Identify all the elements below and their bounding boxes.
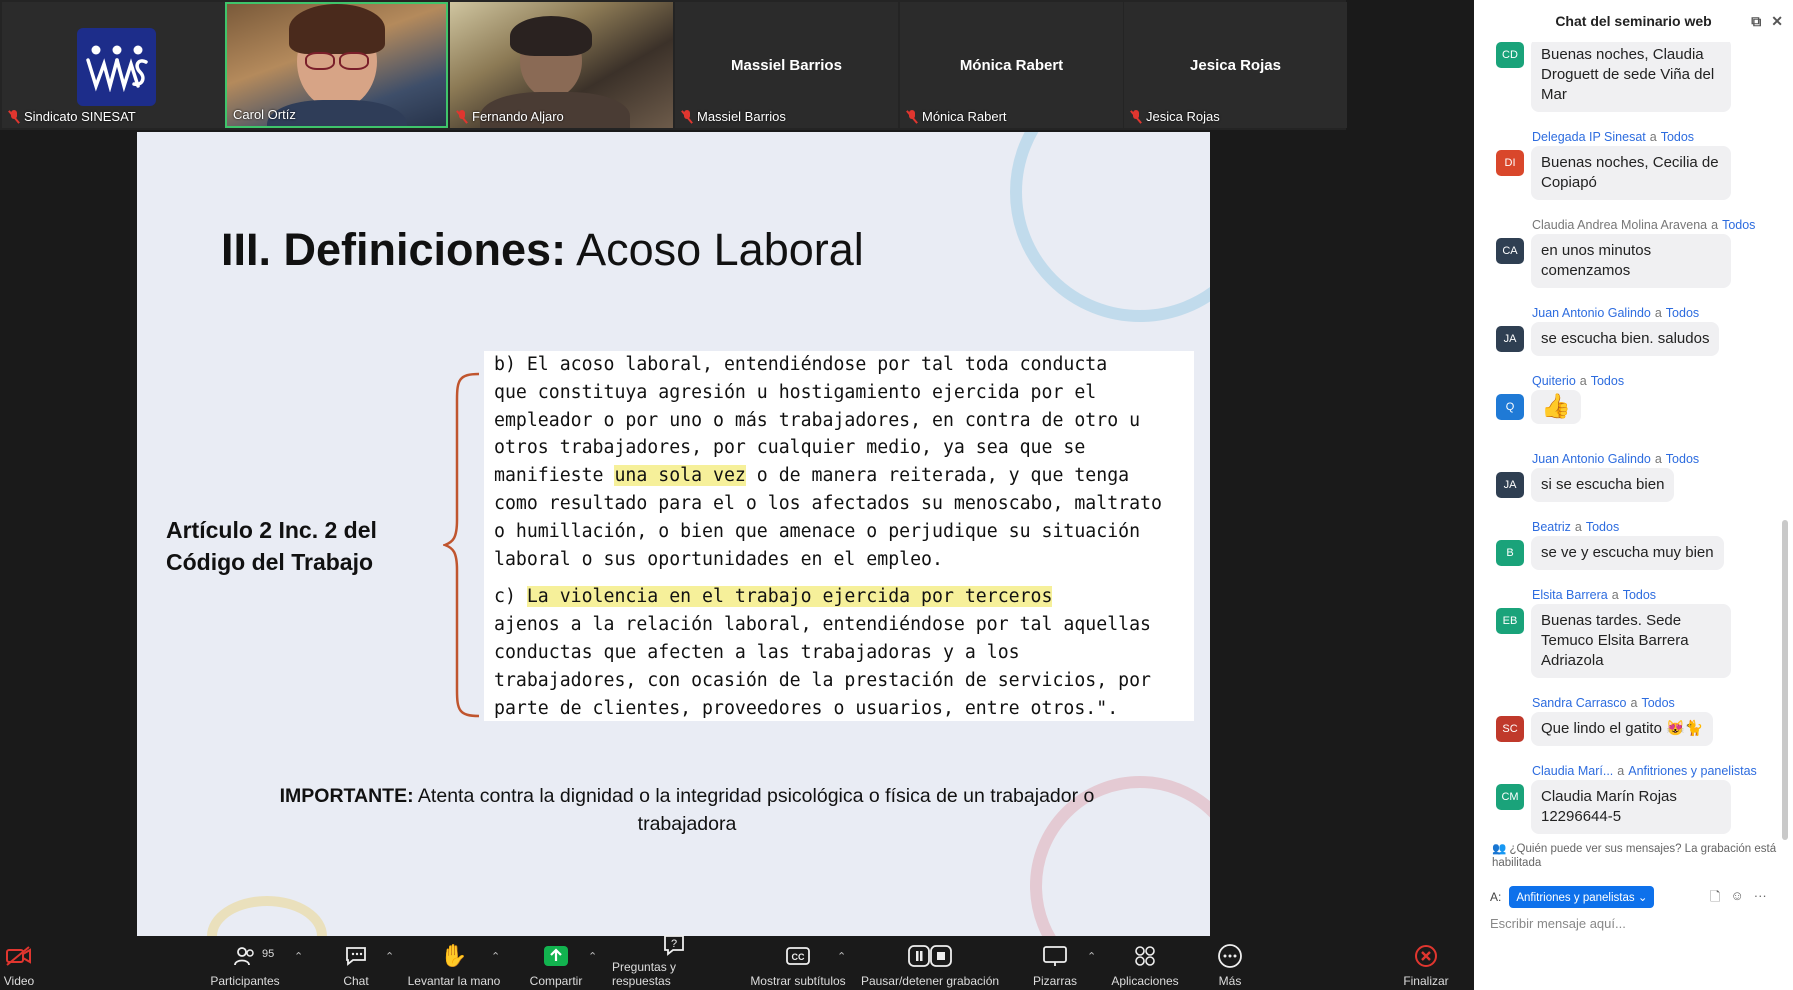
captions-button[interactable] bbox=[748, 936, 848, 990]
participants-icon bbox=[233, 942, 257, 970]
important-note bbox=[237, 782, 1137, 838]
popout-icon[interactable]: ⧉ bbox=[1751, 13, 1762, 29]
participants-count: 95 bbox=[262, 948, 275, 960]
recipient-name[interactable]: Todos bbox=[1660, 130, 1695, 144]
slide-title-rest: Acoso Laboral bbox=[566, 224, 864, 275]
text-segment: c) bbox=[494, 586, 527, 608]
raise-hand-label: Levantar la mano bbox=[407, 974, 501, 988]
message-header bbox=[1532, 452, 1699, 466]
message-bubble: se ve y escucha muy bien bbox=[1531, 536, 1724, 570]
tile-label bbox=[906, 109, 1007, 124]
apps-button[interactable] bbox=[1108, 936, 1182, 990]
to-word: a bbox=[1617, 764, 1625, 778]
pause-stop-icon bbox=[908, 942, 952, 970]
more-options-icon[interactable]: ··· bbox=[1753, 888, 1767, 903]
sender-name[interactable]: Sandra Carrasco bbox=[1532, 696, 1627, 710]
chat-label: Chat bbox=[343, 974, 369, 988]
tile-name: Sindicato SINESAT bbox=[24, 109, 136, 124]
slide-decoration bbox=[207, 896, 327, 936]
svg-text:CC: CC bbox=[791, 952, 805, 962]
tile-label bbox=[233, 107, 296, 122]
law-text-line: empleador o por uno o más trabajadores, en contra de otro u bbox=[494, 409, 1141, 431]
apps-label: Aplicaciones bbox=[1111, 974, 1179, 988]
participant-hair bbox=[289, 4, 385, 54]
tile-massiel-barrios[interactable] bbox=[675, 2, 898, 128]
law-text-line: parte de clientes, proveedores o usuarios, entre otros.". bbox=[494, 697, 1119, 719]
law-text-line: que constituya agresión u hostigamiento ejercida por el bbox=[494, 381, 1097, 403]
tile-carol-ortiz[interactable] bbox=[225, 2, 448, 128]
sender-avatar: JA bbox=[1496, 472, 1524, 498]
video-label: Video bbox=[3, 974, 35, 988]
sender-avatar: DI bbox=[1496, 150, 1524, 176]
qa-label: Preguntas y respuestas bbox=[612, 960, 677, 988]
tile-display-name: Jesica Rojas bbox=[1190, 56, 1281, 74]
shared-slide bbox=[137, 132, 1210, 936]
whiteboards-label: Pizarras bbox=[1032, 974, 1077, 988]
participants-button[interactable] bbox=[205, 936, 285, 990]
law-text-line: trabajadores, con ocasión de la prestación de servicios, por bbox=[494, 669, 1151, 691]
cc-icon bbox=[785, 942, 811, 970]
message-header bbox=[1532, 696, 1675, 710]
message-header bbox=[1532, 374, 1624, 388]
chat-visibility-notice[interactable] bbox=[1492, 842, 1782, 870]
recipient-row bbox=[1490, 886, 1654, 908]
sender-avatar: CM bbox=[1496, 784, 1524, 810]
mic-muted-icon bbox=[456, 110, 468, 124]
chat-header-actions bbox=[1751, 13, 1783, 30]
to-word: a bbox=[1649, 130, 1657, 144]
recipient-name[interactable]: Todos bbox=[1641, 696, 1675, 710]
law-text-line: o humillación, o bien que amenace o perjudique su situación bbox=[494, 520, 1141, 542]
recipient-name[interactable]: Todos bbox=[1585, 520, 1620, 534]
video-off-icon bbox=[5, 942, 33, 970]
to-word: a bbox=[1574, 520, 1582, 534]
to-word: a bbox=[1611, 588, 1619, 602]
chat-title: Chat del seminario web bbox=[1555, 13, 1712, 29]
message-header bbox=[1532, 130, 1694, 144]
law-text-box bbox=[484, 351, 1194, 721]
recipient-name[interactable]: Todos bbox=[1665, 452, 1700, 466]
end-button[interactable] bbox=[1400, 936, 1452, 990]
highlighted-text: La violencia en el trabajo ejercida por terceros bbox=[526, 586, 1053, 608]
whiteboard-icon bbox=[1042, 942, 1068, 970]
message-bubble: 👍 bbox=[1531, 390, 1581, 424]
recipient-value: Anfitriones y panelistas bbox=[1516, 892, 1635, 904]
message-header bbox=[1532, 520, 1619, 534]
tile-jesica-rojas[interactable] bbox=[1124, 2, 1347, 128]
law-text-line: otros trabajadores, por cualquier medio, ya sea que se bbox=[494, 437, 1086, 459]
sender-name[interactable]: Claudia Marí... bbox=[1532, 764, 1614, 778]
important-text: trabajadora bbox=[637, 813, 737, 835]
sender-name[interactable]: Juan Antonio Galindo bbox=[1532, 452, 1651, 466]
sender-avatar: CD bbox=[1496, 42, 1524, 68]
law-text-line bbox=[494, 462, 1184, 490]
tile-name: Massiel Barrios bbox=[697, 109, 786, 124]
qa-icon bbox=[662, 934, 686, 956]
to-word: a bbox=[1654, 452, 1662, 466]
tile-fernando-aljaro[interactable] bbox=[450, 2, 673, 128]
message-bubble: si se escucha bien bbox=[1531, 468, 1674, 502]
raise-hand-button[interactable] bbox=[406, 936, 502, 990]
article-line: Artículo 2 Inc. 2 del bbox=[166, 517, 377, 543]
to-label: A: bbox=[1490, 890, 1502, 904]
message-bubble: en unos minutos comenzamos bbox=[1531, 234, 1731, 288]
to-word: a bbox=[1579, 374, 1587, 388]
tile-name: Mónica Rabert bbox=[922, 109, 1007, 124]
highlighted-text: una sola vez bbox=[614, 465, 746, 487]
law-text-line: b) El acoso laboral, entendiéndose por tal toda conducta bbox=[494, 354, 1108, 375]
chat-button[interactable] bbox=[330, 936, 382, 990]
notice-text: ¿Quién puede ver sus mensajes? La grabación está habilitada bbox=[1492, 843, 1777, 869]
captions-caret-icon[interactable]: ⌃ bbox=[837, 951, 847, 963]
share-icon bbox=[543, 942, 569, 970]
recipient-dropdown[interactable] bbox=[1509, 886, 1654, 908]
chat-scrollbar[interactable] bbox=[1782, 520, 1788, 840]
sinesat-logo bbox=[77, 28, 156, 106]
mic-muted-icon bbox=[8, 110, 20, 124]
mic-muted-icon bbox=[1130, 110, 1142, 124]
more-button[interactable] bbox=[1210, 936, 1250, 990]
recording-label: Pausar/detener grabación bbox=[860, 974, 1000, 988]
slide-decoration bbox=[1010, 132, 1210, 322]
more-label: Más bbox=[1218, 974, 1242, 988]
message-input[interactable] bbox=[1490, 916, 1626, 931]
glasses-left bbox=[305, 52, 335, 70]
article-line: Código del Trabajo bbox=[166, 549, 374, 575]
chevron-down-icon: ⌄ bbox=[1637, 892, 1648, 904]
sender-name[interactable]: Claudia Andrea Molina Aravena bbox=[1532, 218, 1708, 232]
mic-muted-icon bbox=[906, 110, 918, 124]
tile-display-name: Massiel Barrios bbox=[731, 56, 842, 74]
video-button[interactable] bbox=[0, 936, 38, 990]
sender-name[interactable]: Elsita Barrera bbox=[1532, 588, 1608, 602]
recipient-name[interactable]: Anfitriones y panelistas bbox=[1628, 764, 1757, 778]
tile-label bbox=[8, 109, 136, 124]
sender-avatar: Q bbox=[1496, 394, 1524, 420]
important-text: Atenta contra la dignidad o la integridad psicológica o física de un trabajador o bbox=[413, 785, 1095, 807]
participant-hair bbox=[510, 16, 592, 56]
message-bubble: Buenas noches, Claudia Droguett de sede Viña del Mar bbox=[1531, 42, 1731, 112]
sender-avatar: B bbox=[1496, 540, 1524, 566]
important-label: IMPORTANTE: bbox=[279, 785, 414, 807]
mic-muted-icon bbox=[681, 110, 693, 124]
tile-name: Fernando Aljaro bbox=[472, 109, 564, 124]
message-header bbox=[1532, 764, 1757, 778]
more-icon bbox=[1217, 942, 1243, 970]
recipient-name[interactable]: Todos bbox=[1622, 588, 1657, 602]
sender-avatar: CA bbox=[1496, 238, 1524, 264]
message-header bbox=[1532, 588, 1656, 602]
sender-avatar: JA bbox=[1496, 326, 1524, 352]
text-segment: o de manera reiterada, y que tenga bbox=[745, 465, 1130, 487]
to-word: a bbox=[1654, 306, 1662, 320]
sender-name[interactable]: Quiterio bbox=[1532, 374, 1576, 388]
slide-title bbox=[221, 224, 864, 276]
message-bubble: Claudia Marín Rojas 12296644-5 bbox=[1531, 780, 1731, 834]
share-caret-icon[interactable]: ⌃ bbox=[588, 951, 598, 963]
to-word: a bbox=[1630, 696, 1638, 710]
tile-name: Jesica Rojas bbox=[1146, 109, 1220, 124]
law-text-line: como resultado para el o los afectados su menoscabo, maltrato bbox=[494, 492, 1162, 514]
end-icon bbox=[1414, 942, 1438, 970]
raise-hand-caret-icon[interactable]: ⌃ bbox=[491, 951, 501, 963]
participant-gallery bbox=[0, 0, 1346, 130]
hand-icon: ✋ bbox=[440, 943, 468, 968]
sender-avatar: EB bbox=[1496, 608, 1524, 634]
apps-icon bbox=[1133, 942, 1157, 970]
tile-label bbox=[1130, 109, 1220, 124]
tile-sindicato[interactable] bbox=[2, 2, 225, 128]
file-icon[interactable]: 🗋 bbox=[1710, 889, 1721, 904]
article-label bbox=[166, 514, 436, 578]
to-word: a bbox=[1711, 218, 1719, 232]
close-icon[interactable]: ✕ bbox=[1771, 13, 1783, 29]
message-bubble: Buenas tardes. Sede Temuco Elsita Barrera Adriazola bbox=[1531, 604, 1731, 678]
chat-caret-icon[interactable]: ⌃ bbox=[385, 951, 395, 963]
share-label: Compartir bbox=[529, 974, 583, 988]
sender-name[interactable]: Juan Antonio Galindo bbox=[1532, 306, 1651, 320]
people-icon: 👥 bbox=[1492, 843, 1507, 855]
tile-display-name: Mónica Rabert bbox=[959, 56, 1064, 74]
law-text-line: conductas que afecten a las trabajadoras y a los bbox=[494, 641, 1020, 663]
qa-button[interactable] bbox=[612, 936, 736, 990]
share-button[interactable] bbox=[525, 936, 587, 990]
slide-title-bold: III. Definiciones: bbox=[221, 224, 567, 275]
emoji-icon[interactable]: ☺ bbox=[1730, 888, 1744, 903]
end-label: Finalizar bbox=[1403, 974, 1449, 988]
chat-icon bbox=[344, 942, 368, 970]
svg-text:?: ? bbox=[670, 938, 678, 950]
recipient-name[interactable]: Todos bbox=[1665, 306, 1700, 320]
tile-label bbox=[456, 109, 564, 124]
participants-label: Participantes bbox=[210, 974, 280, 988]
chat-message-list[interactable] bbox=[1474, 42, 1793, 842]
captions-label: Mostrar subtítulos bbox=[750, 974, 846, 988]
message-header bbox=[1532, 218, 1755, 232]
law-text-line: laboral o sus oportunidades en el empleo. bbox=[494, 548, 943, 570]
recording-button[interactable] bbox=[858, 936, 1002, 990]
glasses-right bbox=[339, 52, 369, 70]
message-input-placeholder: Escribir mensaje aquí... bbox=[1490, 916, 1626, 931]
text-segment: manifieste bbox=[494, 465, 615, 487]
law-text-line bbox=[494, 583, 1184, 611]
curly-brace bbox=[443, 370, 483, 720]
tile-name: Carol Ortíz bbox=[233, 107, 296, 122]
law-text-line: ajenos a la relación laboral, entendiéndose por tal aquellas bbox=[494, 614, 1151, 636]
whiteboards-caret-icon[interactable]: ⌃ bbox=[1087, 951, 1097, 963]
chat-header bbox=[1474, 0, 1793, 42]
message-bubble: Que lindo el gatito 😻🐈 bbox=[1531, 712, 1713, 746]
meeting-toolbar bbox=[0, 936, 1474, 990]
sender-avatar: SC bbox=[1496, 716, 1524, 742]
recipient-name[interactable]: Todos bbox=[1722, 218, 1756, 232]
sender-name[interactable]: Beatriz bbox=[1532, 520, 1571, 534]
message-bubble: se escucha bien. saludos bbox=[1531, 322, 1719, 356]
tile-label bbox=[681, 109, 786, 124]
participants-caret-icon[interactable]: ⌃ bbox=[294, 951, 304, 963]
message-bubble: Buenas noches, Cecilia de Copiapó bbox=[1531, 146, 1731, 200]
whiteboards-button[interactable] bbox=[1030, 936, 1080, 990]
tile-monica-rabert[interactable] bbox=[900, 2, 1123, 128]
sender-name[interactable]: Delegada IP Sinesat bbox=[1532, 130, 1646, 144]
compose-actions bbox=[1710, 888, 1767, 910]
recipient-name[interactable]: Todos bbox=[1590, 374, 1625, 388]
message-header bbox=[1532, 306, 1699, 320]
